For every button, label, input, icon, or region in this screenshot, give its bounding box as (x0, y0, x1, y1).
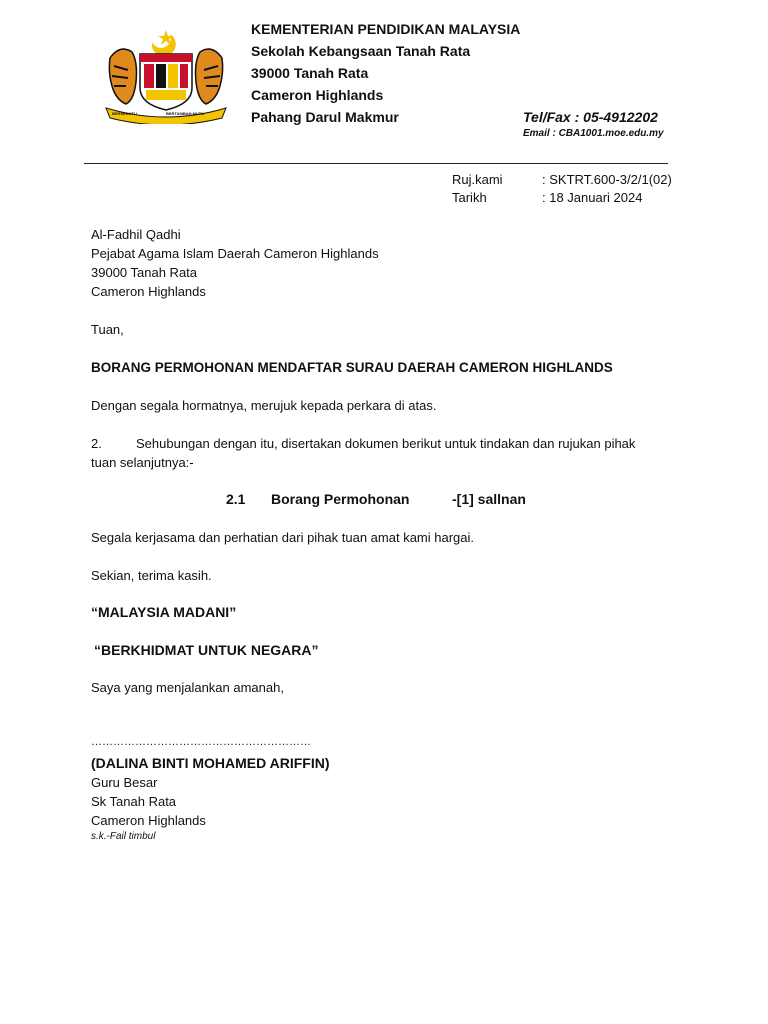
para-3: Segala kerjasama dan perhatian dari pihak tuan amat kami hargai. (91, 530, 475, 545)
item-quantity: -[1] sallnan (452, 491, 526, 507)
coat-of-arms-icon (100, 28, 232, 124)
org-ministry: KEMENTERIAN PENDIDIKAN MALAYSIA (251, 21, 521, 37)
crest-motto-right: BERTAMBAH MUTU (166, 111, 205, 116)
sign-intro: Saya yang menjalankan amanah, (91, 680, 284, 695)
ruj-value: : SKTRT.600-3/2/1(02) (542, 172, 672, 187)
crest-motto-left: BERSEKUTU (112, 111, 137, 116)
signatory-name: (DALINA BINTI MOHAMED ARIFFIN) (91, 755, 330, 771)
para-2-line-2: tuan selanjutnya:- (91, 455, 194, 470)
slogan-madani: “MALAYSIA MADANI” (91, 604, 237, 620)
signatory-title: Guru Besar (91, 775, 158, 790)
slogan-berkhidmat: “BERKHIDMAT UNTUK NEGARA” (94, 642, 319, 658)
para-1: Dengan segala hormatnya, merujuk kepada perkara di atas. (91, 398, 437, 413)
cc-note: s.k.-Fail timbul (91, 831, 156, 842)
recipient-line-4: Cameron Highlands (91, 284, 206, 299)
para-2-line-1: Sehubungan dengan itu, disertakan dokumen berikut untuk tindakan dan rujukan pihak (136, 436, 636, 451)
salutation: Tuan, (91, 322, 124, 337)
org-school: Sekolah Kebangsaan Tanah Rata (251, 43, 471, 59)
para-2-number: 2. (91, 436, 102, 451)
org-district: Cameron Highlands (251, 87, 384, 103)
header-divider (84, 163, 668, 164)
org-postcode: 39000 Tanah Rata (251, 65, 369, 81)
closing: Sekian, terima kasih. (91, 568, 212, 583)
telfax: Tel/Fax : 05-4912202 (523, 109, 658, 125)
email: Email : CBA1001.moe.edu.my (523, 128, 664, 139)
ruj-label: Ruj.kami (452, 172, 503, 187)
signature-dots: …………………………………………………… (91, 736, 311, 748)
recipient-line-3: 39000 Tanah Rata (91, 265, 198, 280)
recipient-line-2: Pejabat Agama Islam Daerah Cameron Highlands (91, 246, 379, 261)
item-number: 2.1 (226, 491, 246, 507)
signatory-school: Sk Tanah Rata (91, 794, 177, 809)
org-state: Pahang Darul Makmur (251, 109, 399, 125)
subject: BORANG PERMOHONAN MENDAFTAR SURAU DAERAH CAMERON HIGHLANDS (91, 360, 613, 375)
item-label: Borang Permohonan (271, 491, 410, 507)
tarikh-value: : 18 Januari 2024 (542, 190, 643, 205)
signatory-district: Cameron Highlands (91, 813, 206, 828)
recipient-line-1: Al-Fadhil Qadhi (91, 227, 181, 242)
tarikh-label: Tarikh (452, 190, 487, 205)
